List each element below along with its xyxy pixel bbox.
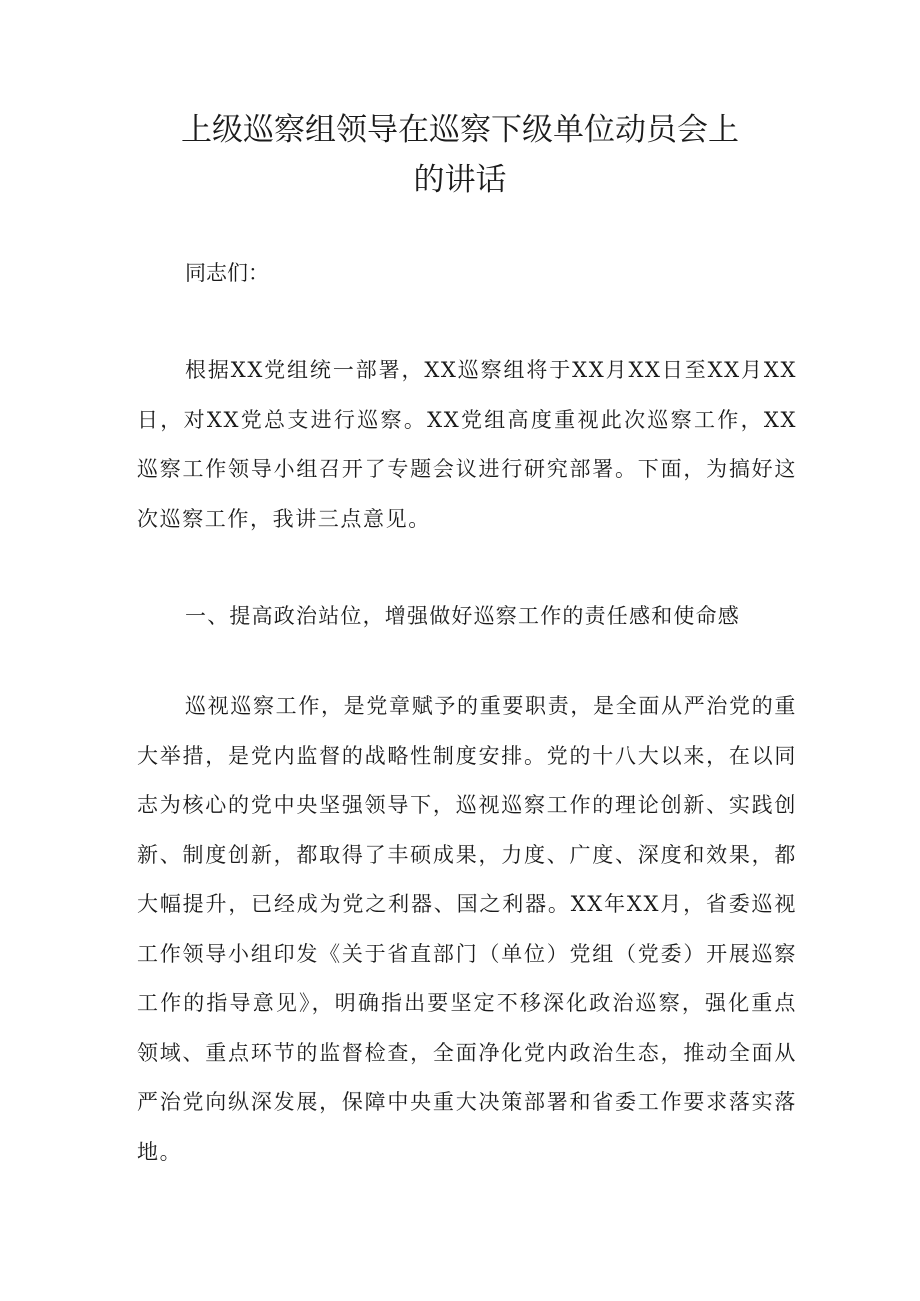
document-title-line-1: 上级巡察组领导在巡察下级单位动员会上: [181, 112, 739, 148]
paragraph-section-1: 巡视巡察工作，是党章赋予的重要职责，是全面从严治党的重大举措，是党内监督的战略性制度安排。党的十八大以来，在以同志为核心的党中央坚强领导下，巡视巡察工作的理论创新、实践创新、制度创新，都取得了丰硕成果，力度、广度、深度和效果，都大幅提升，已经成为党之利器、国之利器。XX年XX月，省委巡视工作领导小组印发《关于省直部门（单位）党组（党委）开展巡察工作的指导意见》，明确指出要坚定不移深化政治巡察，强化重点领域、重点环节的监督检查，全面净化党内政治生态，推动全面从严治党向纵深发展，保障中央重大决策部署和省委工作要求落实落地。: [137, 694, 797, 1164]
section-heading-1: 一、提高政治站位，增强做好巡察工作的责任感和使命感: [185, 604, 740, 628]
salutation: 同志们：: [185, 261, 269, 285]
paragraph-opening: 根据XX党组统一部署，XX巡察组将于XX月XX日至XX月XX日，对XX党总支进行巡察。XX党组高度重视此次巡察工作，XX巡察工作领导小组召开了专题会议进行研究部署。下面，为搞好这次巡察工作，我讲三点意见。: [137, 358, 797, 531]
document-title-line-2: 的讲话: [413, 162, 507, 198]
